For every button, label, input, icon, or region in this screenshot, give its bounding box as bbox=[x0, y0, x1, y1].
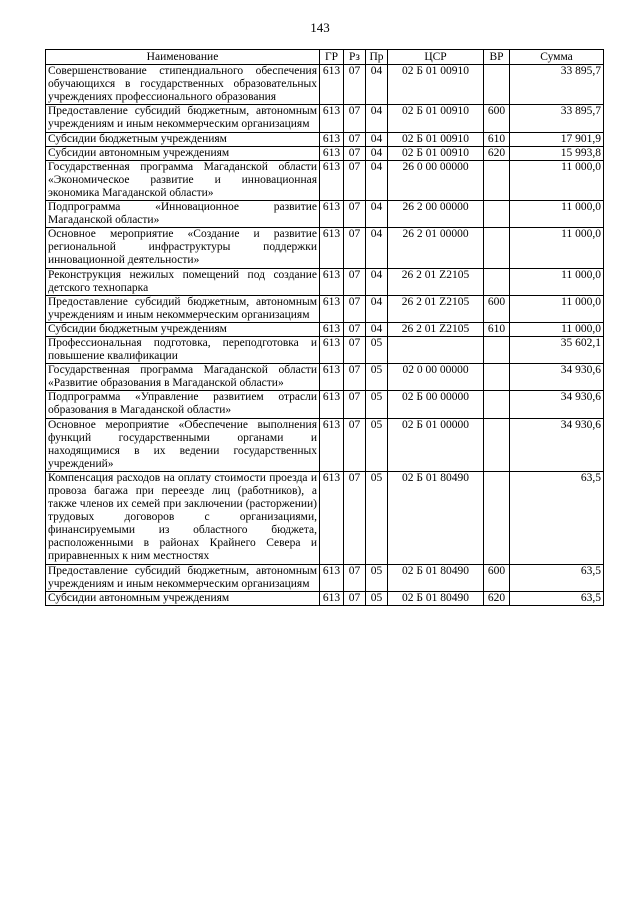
cell-csr: 02 Б 01 80490 bbox=[388, 564, 484, 591]
cell-name: Предоставление субсидий бюджетным, автономным учреждениям и иным некоммерческим организациям bbox=[46, 105, 320, 132]
table-row bbox=[46, 105, 604, 132]
cell-sum: 11 000,0 bbox=[510, 228, 604, 268]
cell-csr: 02 Б 01 00910 bbox=[388, 65, 484, 105]
cell-pr: 04 bbox=[366, 228, 388, 268]
table-row bbox=[46, 65, 604, 105]
cell-vr bbox=[484, 201, 510, 228]
table-row bbox=[46, 391, 604, 418]
table-body bbox=[46, 65, 604, 606]
cell-sum: 11 000,0 bbox=[510, 295, 604, 322]
cell-rz: 07 bbox=[344, 418, 366, 471]
cell-pr: 05 bbox=[366, 336, 388, 363]
cell-gr: 613 bbox=[320, 132, 344, 146]
cell-rz: 07 bbox=[344, 295, 366, 322]
cell-gr: 613 bbox=[320, 564, 344, 591]
cell-rz: 07 bbox=[344, 132, 366, 146]
table-row bbox=[46, 418, 604, 471]
cell-rz: 07 bbox=[344, 268, 366, 295]
table-row bbox=[46, 132, 604, 146]
cell-vr bbox=[484, 471, 510, 564]
table-row bbox=[46, 146, 604, 160]
table-row bbox=[46, 228, 604, 268]
cell-rz: 07 bbox=[344, 564, 366, 591]
cell-pr: 04 bbox=[366, 160, 388, 200]
cell-vr: 600 bbox=[484, 105, 510, 132]
cell-csr: 02 Б 01 80490 bbox=[388, 591, 484, 605]
cell-csr: 26 2 01 Z2105 bbox=[388, 295, 484, 322]
cell-name: Основное мероприятие «Обеспечение выполнения функций государственными органами и находящимися в их ведении государственных учреждений» bbox=[46, 418, 320, 471]
cell-csr: 02 Б 01 00910 bbox=[388, 132, 484, 146]
cell-gr: 613 bbox=[320, 228, 344, 268]
cell-sum: 63,5 bbox=[510, 564, 604, 591]
cell-gr: 613 bbox=[320, 295, 344, 322]
cell-name: Реконструкция нежилых помещений под создание детского технопарка bbox=[46, 268, 320, 295]
cell-csr: 26 2 01 00000 bbox=[388, 228, 484, 268]
cell-rz: 07 bbox=[344, 322, 366, 336]
table-row bbox=[46, 322, 604, 336]
cell-rz: 07 bbox=[344, 65, 366, 105]
cell-pr: 04 bbox=[366, 201, 388, 228]
cell-pr: 05 bbox=[366, 564, 388, 591]
table-header-row bbox=[46, 50, 604, 65]
cell-csr: 02 0 00 00000 bbox=[388, 364, 484, 391]
cell-name: Субсидии бюджетным учреждениям bbox=[46, 322, 320, 336]
cell-vr bbox=[484, 228, 510, 268]
cell-rz: 07 bbox=[344, 160, 366, 200]
page-number: 143 bbox=[310, 20, 330, 35]
cell-sum: 11 000,0 bbox=[510, 322, 604, 336]
cell-csr: 26 0 00 00000 bbox=[388, 160, 484, 200]
cell-vr: 600 bbox=[484, 564, 510, 591]
cell-vr: 600 bbox=[484, 295, 510, 322]
header-name: Наименование bbox=[46, 50, 320, 65]
cell-pr: 05 bbox=[366, 391, 388, 418]
cell-gr: 613 bbox=[320, 391, 344, 418]
cell-name: Субсидии автономным учреждениям bbox=[46, 591, 320, 605]
cell-name: Профессиональная подготовка, переподготовка и повышение квалификации bbox=[46, 336, 320, 363]
cell-vr bbox=[484, 418, 510, 471]
table-row bbox=[46, 201, 604, 228]
cell-rz: 07 bbox=[344, 336, 366, 363]
cell-csr: 26 2 00 00000 bbox=[388, 201, 484, 228]
cell-name: Подпрограмма «Управление развитием отрасли образования в Магаданской области» bbox=[46, 391, 320, 418]
cell-gr: 613 bbox=[320, 160, 344, 200]
cell-sum: 34 930,6 bbox=[510, 391, 604, 418]
header-vr: ВР bbox=[484, 50, 510, 65]
cell-pr: 04 bbox=[366, 132, 388, 146]
header-rz: Рз bbox=[344, 50, 366, 65]
cell-vr bbox=[484, 160, 510, 200]
cell-pr: 04 bbox=[366, 322, 388, 336]
cell-name: Совершенствование стипендиального обеспечения обучающихся в государственных образовательных учреждениях профессионального образования bbox=[46, 65, 320, 105]
cell-sum: 11 000,0 bbox=[510, 160, 604, 200]
cell-name: Государственная программа Магаданской области «Экономическое развитие и инновационная экономика Магаданской области» bbox=[46, 160, 320, 200]
cell-name: Основное мероприятие «Создание и развитие региональной инфраструктуры поддержки инновационной деятельности» bbox=[46, 228, 320, 268]
header-gr: ГР bbox=[320, 50, 344, 65]
cell-name: Предоставление субсидий бюджетным, автономным учреждениям и иным некоммерческим организациям bbox=[46, 564, 320, 591]
cell-gr: 613 bbox=[320, 418, 344, 471]
cell-sum: 34 930,6 bbox=[510, 364, 604, 391]
cell-pr: 04 bbox=[366, 295, 388, 322]
cell-name: Субсидии бюджетным учреждениям bbox=[46, 132, 320, 146]
cell-rz: 07 bbox=[344, 591, 366, 605]
header-sum: Сумма bbox=[510, 50, 604, 65]
cell-sum: 35 602,1 bbox=[510, 336, 604, 363]
table-row bbox=[46, 295, 604, 322]
cell-vr bbox=[484, 391, 510, 418]
cell-gr: 613 bbox=[320, 201, 344, 228]
cell-vr: 610 bbox=[484, 132, 510, 146]
cell-sum: 15 993,8 bbox=[510, 146, 604, 160]
cell-sum: 33 895,7 bbox=[510, 65, 604, 105]
cell-csr: 26 2 01 Z2105 bbox=[388, 268, 484, 295]
cell-vr bbox=[484, 364, 510, 391]
cell-vr: 610 bbox=[484, 322, 510, 336]
cell-sum: 17 901,9 bbox=[510, 132, 604, 146]
cell-pr: 04 bbox=[366, 146, 388, 160]
cell-gr: 613 bbox=[320, 146, 344, 160]
cell-gr: 613 bbox=[320, 105, 344, 132]
cell-rz: 07 bbox=[344, 146, 366, 160]
cell-rz: 07 bbox=[344, 364, 366, 391]
cell-name: Компенсация расходов на оплату стоимости проезда и провоза багажа при переезде лиц (работников), а также членов их семей при заключении (расторжении) трудовых договоров с организациями, финансируемыми из областного бюджета, расположенными в районах Крайнего Севера и приравненных к ним местностях bbox=[46, 471, 320, 564]
cell-sum: 34 930,6 bbox=[510, 418, 604, 471]
budget-table bbox=[45, 49, 604, 606]
cell-rz: 07 bbox=[344, 105, 366, 132]
cell-rz: 07 bbox=[344, 471, 366, 564]
cell-rz: 07 bbox=[344, 391, 366, 418]
cell-vr bbox=[484, 336, 510, 363]
cell-sum: 11 000,0 bbox=[510, 201, 604, 228]
table-row bbox=[46, 364, 604, 391]
cell-csr: 02 Б 01 00910 bbox=[388, 105, 484, 132]
cell-csr: 02 Б 01 00910 bbox=[388, 146, 484, 160]
cell-name: Субсидии автономным учреждениям bbox=[46, 146, 320, 160]
cell-gr: 613 bbox=[320, 471, 344, 564]
cell-vr: 620 bbox=[484, 146, 510, 160]
cell-csr bbox=[388, 336, 484, 363]
cell-sum: 11 000,0 bbox=[510, 268, 604, 295]
cell-name: Предоставление субсидий бюджетным, автономным учреждениям и иным некоммерческим организациям bbox=[46, 295, 320, 322]
cell-pr: 05 bbox=[366, 418, 388, 471]
table-row bbox=[46, 336, 604, 363]
cell-gr: 613 bbox=[320, 65, 344, 105]
cell-gr: 613 bbox=[320, 591, 344, 605]
cell-csr: 02 Б 01 00000 bbox=[388, 418, 484, 471]
cell-pr: 04 bbox=[366, 105, 388, 132]
cell-pr: 05 bbox=[366, 364, 388, 391]
cell-sum: 63,5 bbox=[510, 471, 604, 564]
table-row bbox=[46, 591, 604, 605]
cell-pr: 04 bbox=[366, 65, 388, 105]
cell-csr: 02 Б 01 80490 bbox=[388, 471, 484, 564]
table-row bbox=[46, 268, 604, 295]
cell-csr: 26 2 01 Z2105 bbox=[388, 322, 484, 336]
cell-pr: 05 bbox=[366, 471, 388, 564]
cell-vr: 620 bbox=[484, 591, 510, 605]
cell-vr bbox=[484, 65, 510, 105]
cell-rz: 07 bbox=[344, 228, 366, 268]
cell-gr: 613 bbox=[320, 364, 344, 391]
cell-sum: 63,5 bbox=[510, 591, 604, 605]
header-csr: ЦСР bbox=[388, 50, 484, 65]
cell-gr: 613 bbox=[320, 322, 344, 336]
cell-rz: 07 bbox=[344, 201, 366, 228]
cell-gr: 613 bbox=[320, 336, 344, 363]
cell-name: Подпрограмма «Инновационное развитие Магаданской области» bbox=[46, 201, 320, 228]
cell-vr bbox=[484, 268, 510, 295]
table-row bbox=[46, 564, 604, 591]
cell-sum: 33 895,7 bbox=[510, 105, 604, 132]
header-pr: Пр bbox=[366, 50, 388, 65]
cell-pr: 04 bbox=[366, 268, 388, 295]
cell-csr: 02 Б 00 00000 bbox=[388, 391, 484, 418]
cell-gr: 613 bbox=[320, 268, 344, 295]
table-row bbox=[46, 160, 604, 200]
table-row bbox=[46, 471, 604, 564]
cell-pr: 05 bbox=[366, 591, 388, 605]
cell-name: Государственная программа Магаданской области «Развитие образования в Магаданской области» bbox=[46, 364, 320, 391]
